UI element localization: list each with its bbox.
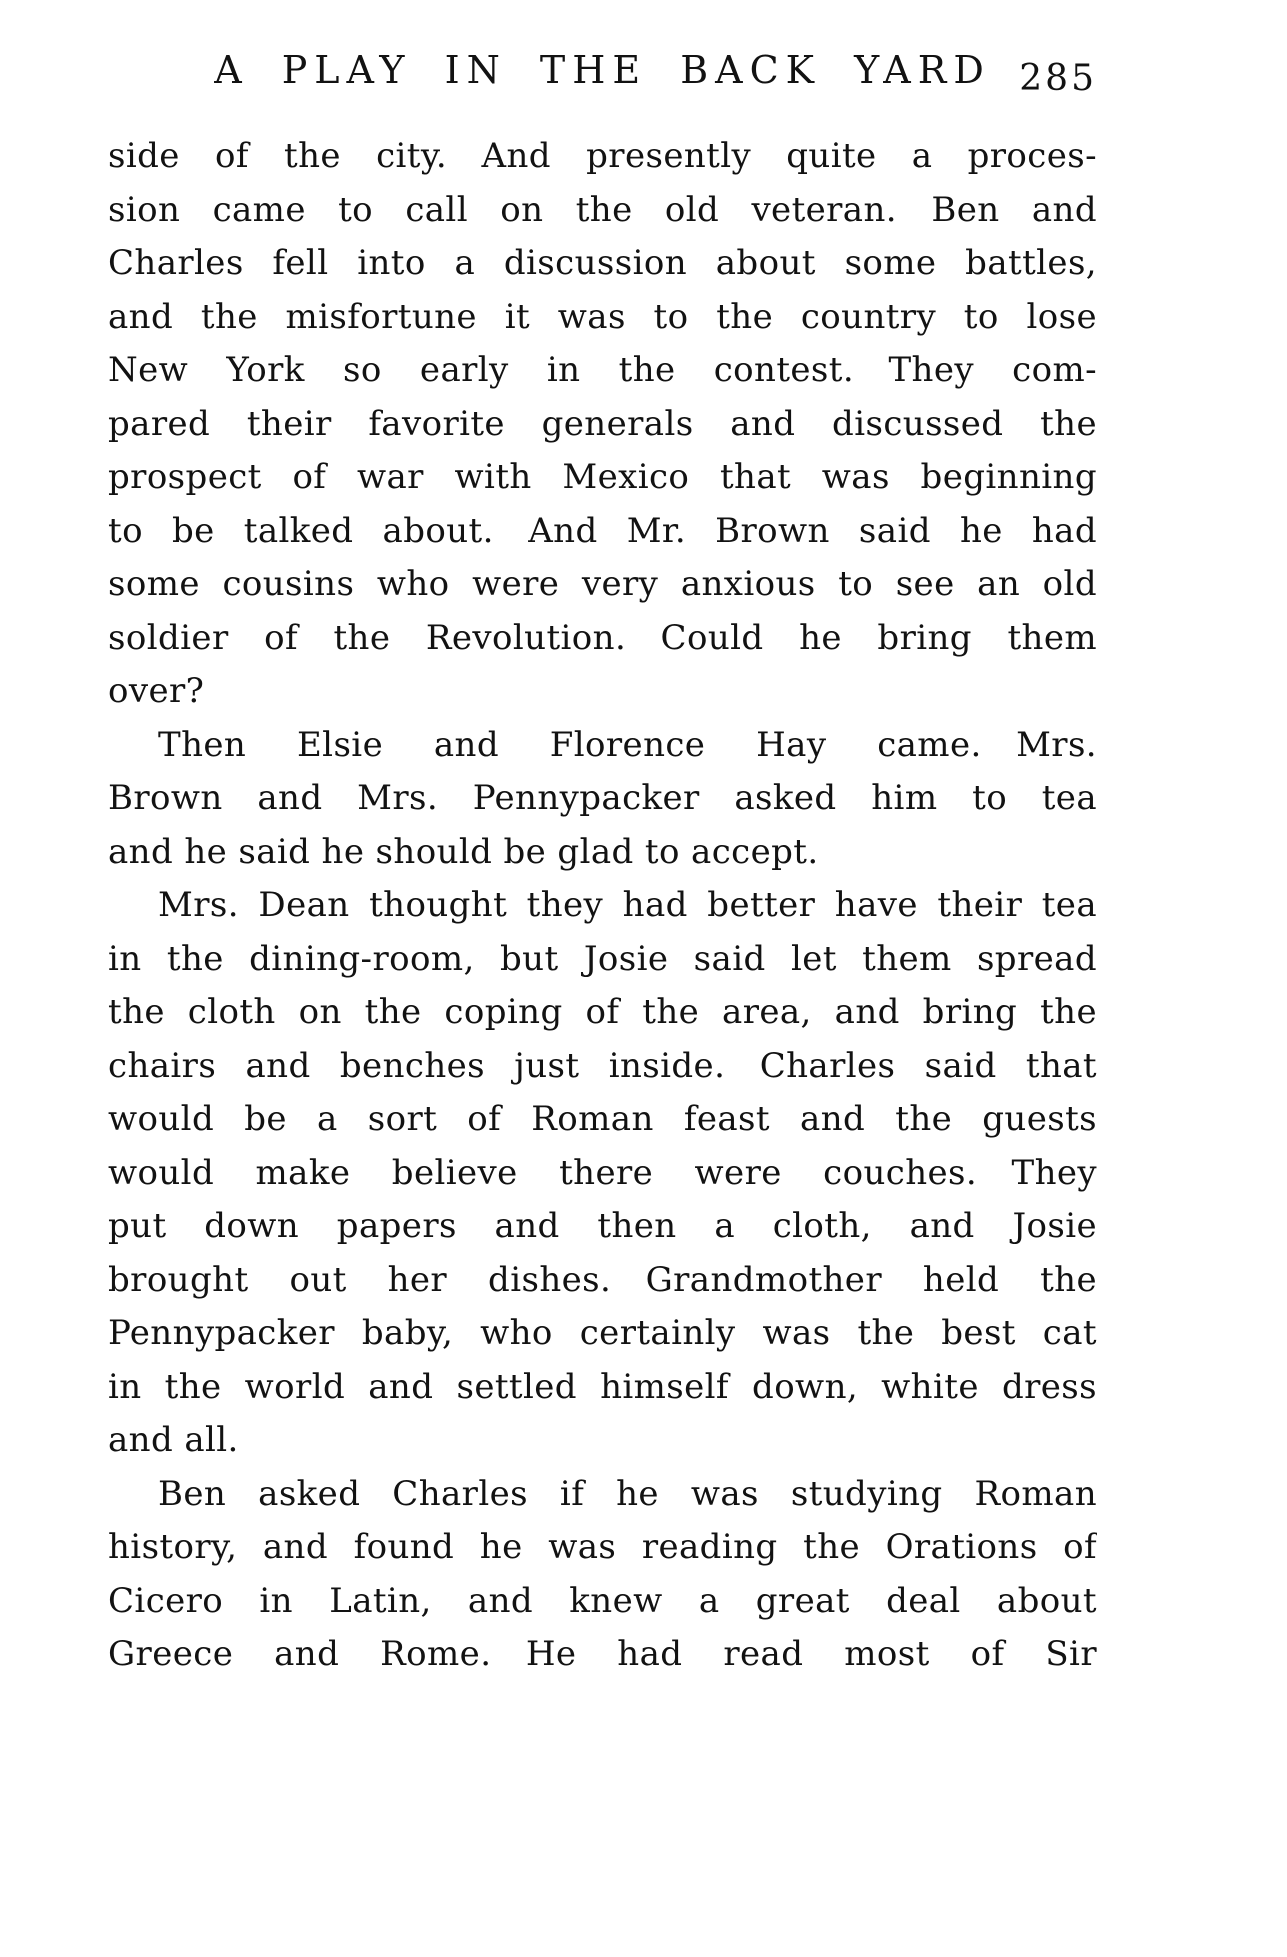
text-line: Cicero in Latin, and knew a great deal about bbox=[108, 1580, 1097, 1621]
text-line: sion came to call on the old veteran. Ben and bbox=[108, 189, 1097, 230]
running-title: A PLAY IN THE BACK YARD bbox=[214, 48, 991, 92]
text-line: and the misfortune it was to the country to lose bbox=[108, 296, 1097, 337]
text-line: brought out her dishes. Grandmother held the bbox=[108, 1259, 1097, 1300]
text-line: Then Elsie and Florence Hay came. Mrs. bbox=[158, 724, 1097, 765]
text-line: the cloth on the coping of the area, and bring the bbox=[108, 992, 1097, 1032]
text-line: history, and found he was reading the Orations of bbox=[108, 1527, 1097, 1567]
page-number: 285 bbox=[1019, 58, 1097, 99]
text-line: put down papers and then a cloth, and Josie bbox=[108, 1206, 1097, 1246]
text-line: Charles fell into a discussion about some battles, bbox=[108, 243, 1097, 283]
text-line: side of the city. And presently quite a proces- bbox=[108, 136, 1097, 176]
paragraph bbox=[108, 719, 1097, 880]
text-line: prospect of war with Mexico that was beginning bbox=[108, 457, 1097, 497]
paragraph bbox=[108, 1468, 1097, 1682]
text-line: Mrs. Dean thought they had better have their tea bbox=[158, 885, 1097, 925]
text-line: over? bbox=[108, 671, 205, 711]
paragraph bbox=[108, 130, 1097, 719]
text-line: Pennypacker baby, who certainly was the best cat bbox=[108, 1313, 1097, 1353]
page-header bbox=[108, 48, 1097, 108]
text-line: soldier of the Revolution. Could he bring them bbox=[108, 617, 1097, 658]
text-line: pared their favorite generals and discussed the bbox=[108, 403, 1097, 444]
paragraph bbox=[108, 879, 1097, 1468]
text-line: and all. bbox=[108, 1420, 239, 1460]
body-text bbox=[108, 130, 1097, 1682]
text-line: in the world and settled himself down, white dress bbox=[108, 1366, 1097, 1407]
text-line: would make believe there were couches. They bbox=[108, 1152, 1097, 1193]
text-line: and he said he should be glad to accept. bbox=[108, 831, 819, 872]
text-line: Ben asked Charles if he was studying Roman bbox=[158, 1473, 1097, 1514]
text-line: to be talked about. And Mr. Brown said he had bbox=[108, 510, 1097, 551]
text-line: New York so early in the contest. They com- bbox=[108, 350, 1097, 390]
text-line: Brown and Mrs. Pennypacker asked him to tea bbox=[108, 778, 1097, 818]
text-line: Greece and Rome. He had read most of Sir bbox=[108, 1634, 1097, 1674]
text-line: chairs and benches just inside. Charles said that bbox=[108, 1045, 1097, 1086]
text-line: some cousins who were very anxious to see an old bbox=[108, 564, 1097, 604]
text-line: would be a sort of Roman feast and the guests bbox=[108, 1099, 1097, 1139]
text-line: in the dining-room, but Josie said let them spread bbox=[108, 938, 1097, 979]
